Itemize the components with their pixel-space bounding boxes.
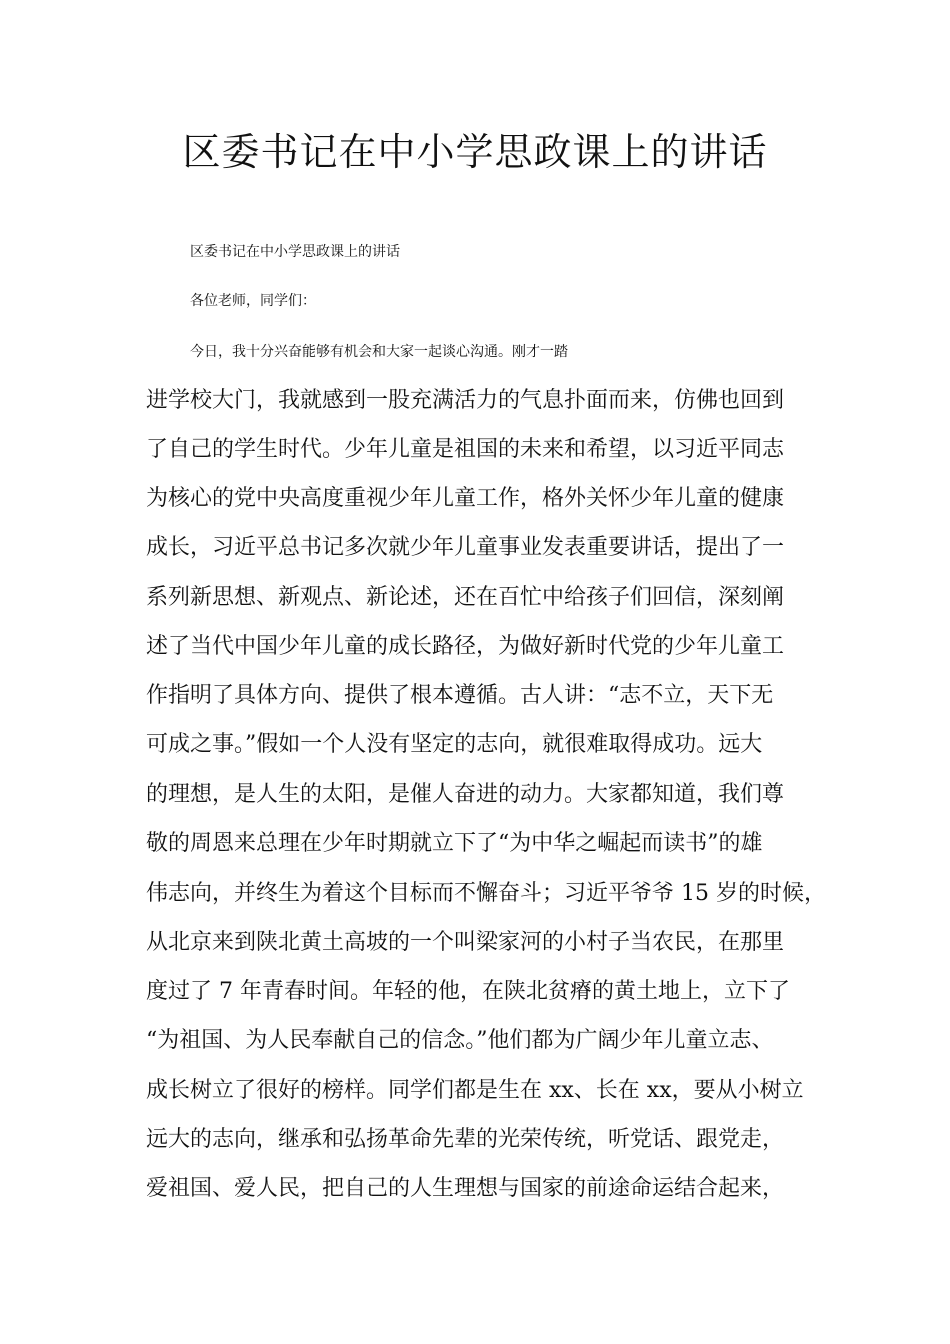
body-line-3: 了自己的学生时代。少年儿童是祖国的未来和希望，以习近平同志 xyxy=(146,437,785,462)
salutation-line: 各位老师，同学们： xyxy=(190,293,316,309)
document-title: 区委书记在中小学思政课上的讲话 xyxy=(182,130,768,174)
body-line-1: 今日，我十分兴奋能够有机会和大家一起谈心沟通。刚才一踏 xyxy=(190,344,568,360)
body-line-4: 为核心的党中央高度重视少年儿童工作，格外关怀少年儿童的健康 xyxy=(146,486,785,511)
body-line-16: 成长树立了很好的榜样。同学们都是生在 xx、长在 xx，要从小树立 xyxy=(146,1078,804,1103)
subtitle-line: 区委书记在中小学思政课上的讲话 xyxy=(190,244,400,260)
body-line-13: 从北京来到陕北黄土高坡的一个叫梁家河的小村子当农民，在那里 xyxy=(146,930,785,955)
body-line-17: 远大的志向，继承和弘扬革命先辈的光荣传统，听党话、跟党走， xyxy=(146,1127,785,1152)
body-line-7: 述了当代中国少年儿童的成长路径，为做好新时代党的少年儿童工 xyxy=(146,634,785,659)
body-line-6: 系列新思想、新观点、新论述，还在百忙中给孩子们回信，深刻阐 xyxy=(146,585,785,610)
body-line-15: “为祖国、为人民奉献自己的信念。”他们都为广阔少年儿童立志、 xyxy=(146,1028,774,1053)
body-line-11: 敬的周恩来总理在少年时期就立下了“为中华之崛起而读书”的雄 xyxy=(146,831,763,856)
body-line-12: 伟志向，并终生为着这个目标而不懈奋斗；习近平爷爷 15 岁的时候， xyxy=(146,881,826,906)
body-line-9: 可成之事。”假如一个人没有坚定的志向，就很难取得成功。远大 xyxy=(146,732,763,757)
body-line-18: 爱祖国、爱人民，把自己的人生理想与国家的前途命运结合起来， xyxy=(146,1176,785,1201)
body-line-10: 的理想，是人生的太阳，是催人奋进的动力。大家都知道，我们尊 xyxy=(146,782,785,807)
body-line-5: 成长，习近平总书记多次就少年儿童事业发表重要讲话，提出了一 xyxy=(146,535,785,560)
body-line-8: 作指明了具体方向、提供了根本遵循。古人讲：“志不立，天下无 xyxy=(146,683,774,708)
body-line-2: 进学校大门，我就感到一股充满活力的气息扑面而来，仿佛也回到 xyxy=(146,388,785,413)
body-line-14: 度过了 7 年青春时间。年轻的他，在陕北贫瘠的黄土地上，立下了 xyxy=(146,979,790,1004)
